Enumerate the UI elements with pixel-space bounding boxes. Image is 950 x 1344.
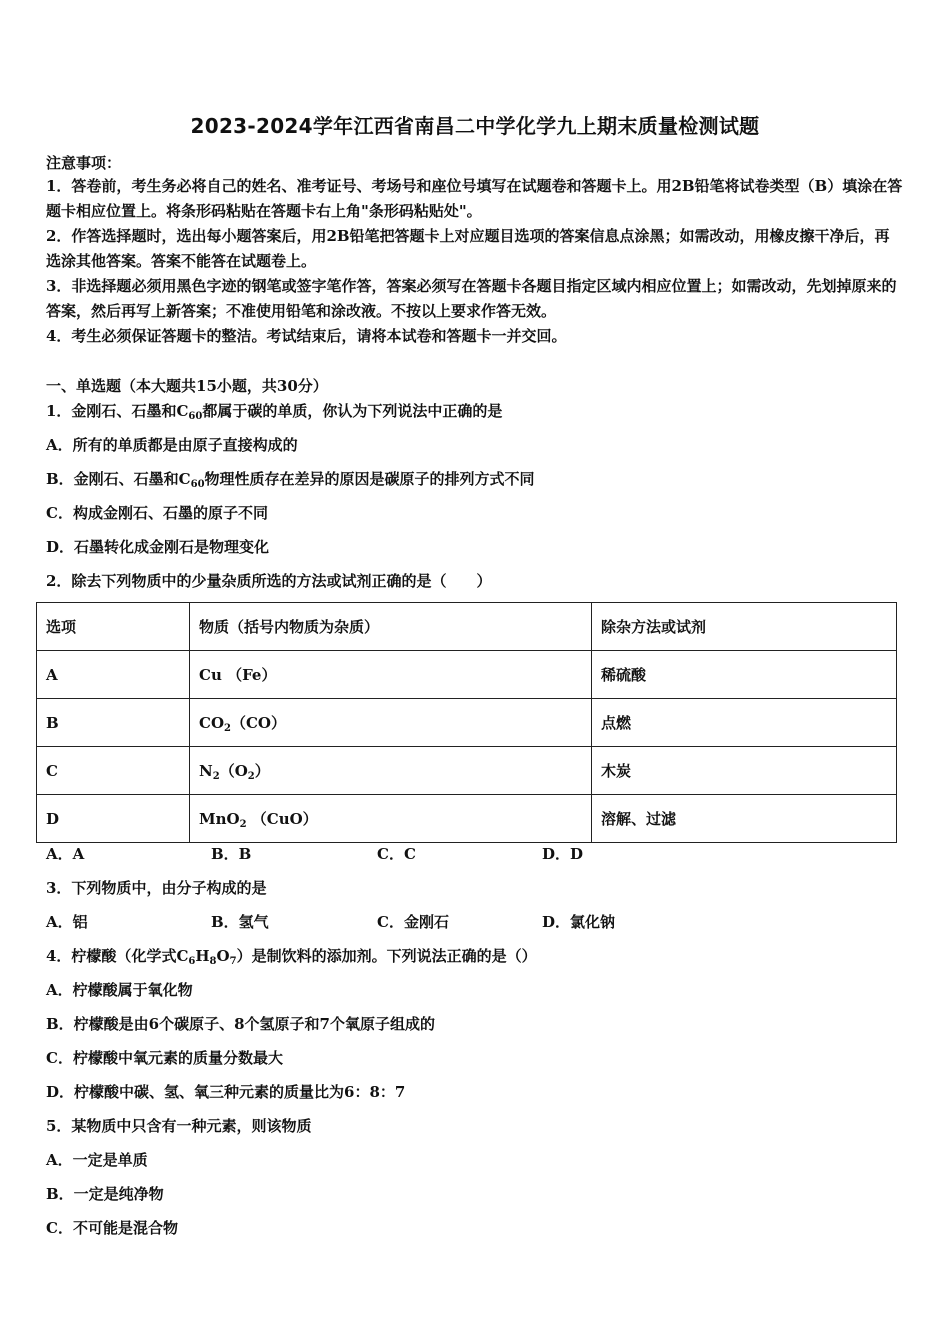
table-row — [37, 699, 897, 747]
table-header-cell: 除杂方法或试剂 — [592, 603, 897, 651]
q3-choice-b: B．氢气 — [211, 913, 269, 931]
table-header-row — [37, 603, 897, 651]
notice-heading: 注意事项： — [46, 154, 122, 172]
substance-cell: Cu （Fe） — [190, 651, 592, 699]
table-row — [37, 747, 897, 795]
q1-option-b: B．金刚石、石墨和$C_{60}$物理性质存在差异的原因是碳原子的排列方式不同 — [46, 470, 535, 490]
table-header-cell: 选项 — [37, 603, 190, 651]
method-cell: 稀硫酸 — [592, 651, 897, 699]
q2-choice-c: C．C — [377, 845, 416, 863]
q4-option-b: B．柠檬酸是由6个碳原子、8个氢原子和7个氧原子组成的 — [46, 1015, 435, 1033]
method-cell: 溶解、过滤 — [592, 795, 897, 843]
substance-cell: $CO_2(CO)$ — [190, 699, 592, 747]
notice-item: 1．答卷前，考生务必将自己的姓名、准考证号、考场号和座位号填写在试题卷和答题卡上。用2B铅笔将试卷类型（B）填涂在答题卡相应位置上。将条形码粘贴在答题卡右上角"条形码粘贴处"。 — [46, 177, 903, 220]
notice-item: 3．非选择题必须用黑色字迹的钢笔或签字笔作答，答案必须写在答题卡各题目指定区域内相应位置上；如需改动，先划掉原来的答案，然后再写上新答案；不准使用铅笔和涂改液。不按以上要求作答无效。 — [46, 277, 897, 320]
q5-option-b: B．一定是纯净物 — [46, 1185, 164, 1203]
q2-choice-d: D．D — [542, 845, 584, 863]
table-row — [37, 651, 897, 699]
q3-choice-d: D．氯化钠 — [542, 913, 616, 931]
option-cell: C — [37, 747, 190, 795]
q1-stem: 1．金刚石、石墨和$C_{60}$都属于碳的单质，你认为下列说法中正确的是 — [46, 402, 503, 422]
notice-item: 4．考生必须保证答题卡的整洁。考试结束后，请将本试卷和答题卡一并交回。 — [46, 327, 567, 345]
page-title: 2023-2024学年江西省南昌二中学化学九上期末质量检测试题 — [190, 114, 760, 138]
q4-option-a: A．柠檬酸属于氧化物 — [46, 981, 193, 999]
substance-cell: $N_2(O_2)$ — [190, 747, 592, 795]
q3-choice-c: C．金刚石 — [377, 913, 449, 931]
section-heading: 一、单选题（本大题共15小题，共30分） — [46, 377, 328, 395]
q4-stem: 4．柠檬酸（化学式$C_6H_8O_7$）是制饮料的添加剂。下列说法正确的是（） — [46, 947, 537, 967]
q2-table — [36, 602, 897, 843]
option-cell: B — [37, 699, 190, 747]
q3-choice-a: A．铝 — [46, 913, 88, 931]
table-header-cell: 物质（括号内物质为杂质） — [190, 603, 592, 651]
q1-option-a: A．所有的单质都是由原子直接构成的 — [46, 436, 298, 454]
notice-item: 2．作答选择题时，选出每小题答案后，用2B铅笔把答题卡上对应题目选项的答案信息点涂黑；如需改动，用橡皮擦干净后，再选涂其他答案。答案不能答在试题卷上。 — [46, 227, 890, 270]
q2-choice-a: A．A — [46, 845, 85, 863]
table-row — [37, 795, 897, 843]
q5-option-c: C．不可能是混合物 — [46, 1219, 178, 1237]
q1-option-c: C．构成金刚石、石墨的原子不同 — [46, 504, 268, 522]
q4-option-d: D．柠檬酸中碳、氢、氧三种元素的质量比为6：8：7 — [46, 1083, 406, 1101]
q1-option-d: D．石墨转化成金刚石是物理变化 — [46, 538, 270, 556]
q2-stem: 2．除去下列物质中的少量杂质所选的方法或试剂正确的是（ ） — [46, 572, 492, 590]
q5-option-a: A．一定是单质 — [46, 1151, 148, 1169]
method-cell: 点燃 — [592, 699, 897, 747]
substance-cell: MnO$_2$ （CuO） — [190, 795, 592, 843]
q5-stem: 5．某物质中只含有一种元素，则该物质 — [46, 1117, 312, 1135]
q3-stem: 3．下列物质中，由分子构成的是 — [46, 879, 267, 897]
method-cell: 木炭 — [592, 747, 897, 795]
q4-option-c: C．柠檬酸中氧元素的质量分数最大 — [46, 1049, 283, 1067]
option-cell: D — [37, 795, 190, 843]
q2-choice-b: B．B — [211, 845, 252, 863]
option-cell: A — [37, 651, 190, 699]
